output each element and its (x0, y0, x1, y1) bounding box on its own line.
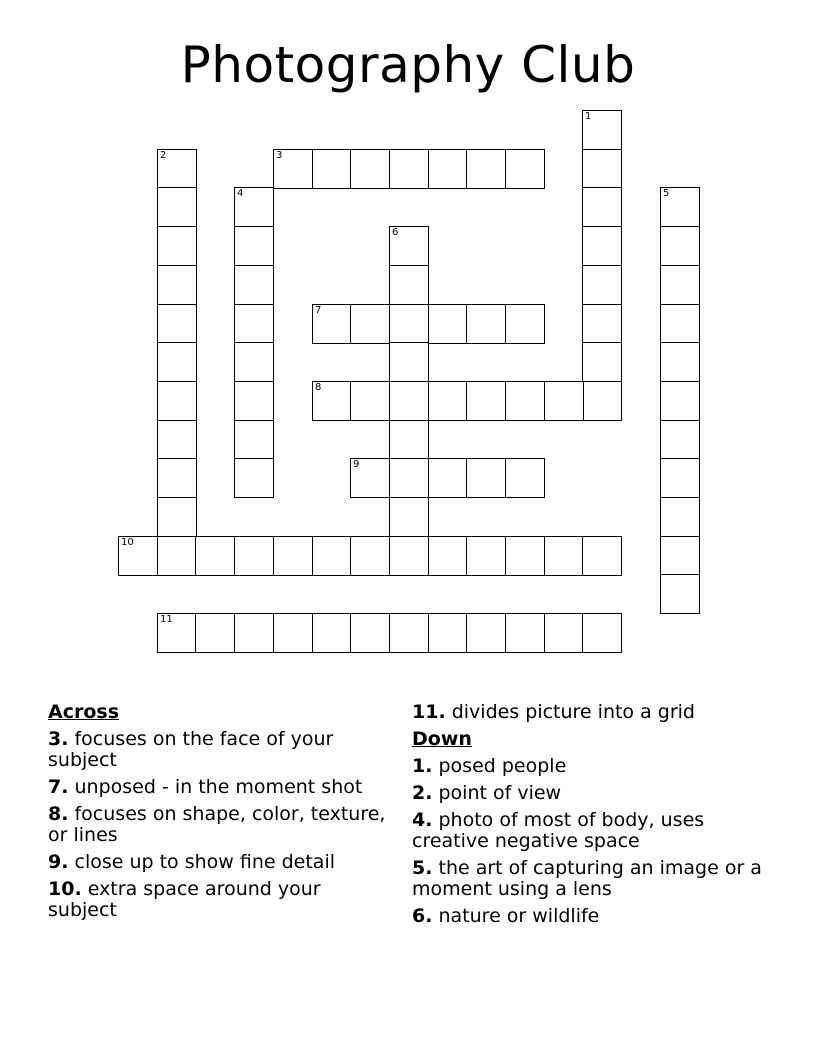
down-clue-list (412, 756, 772, 927)
grid-cell[interactable] (389, 458, 429, 498)
clue-item (48, 852, 393, 873)
grid-cell[interactable] (428, 381, 468, 421)
clue-item (412, 858, 772, 900)
grid-cell[interactable] (466, 536, 506, 576)
cell-number: 6 (392, 227, 399, 238)
grid-cell[interactable] (505, 536, 545, 576)
grid-cell[interactable] (660, 420, 700, 460)
grid-cell[interactable] (389, 149, 429, 189)
grid-cell[interactable] (157, 613, 197, 653)
clue-text: focuses on the face of your subject (48, 728, 334, 771)
grid-cell[interactable] (466, 458, 506, 498)
grid-cell[interactable] (312, 536, 352, 576)
grid-cell[interactable] (544, 381, 584, 421)
grid-cell[interactable] (157, 497, 197, 537)
clue-text: photo of most of body, uses creative negative space (412, 809, 705, 852)
clue-item (48, 804, 393, 846)
grid-cell[interactable] (505, 458, 545, 498)
clue-text: extra space around your subject (48, 878, 321, 921)
grid-cell[interactable] (234, 187, 274, 227)
across-clue-list-continued (412, 702, 772, 723)
clue-number: 3. (48, 728, 69, 750)
clue-text: unposed - in the moment shot (68, 776, 363, 798)
grid-cell[interactable] (505, 381, 545, 421)
clue-item (412, 906, 772, 927)
clue-number: 2. (412, 782, 433, 804)
grid-cell[interactable] (234, 458, 274, 498)
cell-number: 10 (121, 537, 134, 548)
grid-cell[interactable] (466, 381, 506, 421)
grid-cell[interactable] (505, 149, 545, 189)
grid-cell[interactable] (582, 149, 622, 189)
cell-number: 5 (663, 188, 670, 199)
grid-cell[interactable] (195, 536, 235, 576)
clue-text: the art of capturing an image or a moment using a lens (412, 857, 762, 900)
grid-cell[interactable] (157, 304, 197, 344)
grid-cell[interactable] (389, 420, 429, 460)
grid-cell[interactable] (157, 149, 197, 189)
clues-left-column (48, 702, 393, 927)
grid-cell[interactable] (157, 381, 197, 421)
grid-cell[interactable] (582, 304, 622, 344)
grid-cell[interactable] (389, 497, 429, 537)
grid-cell[interactable] (660, 226, 700, 266)
grid-cell[interactable] (118, 536, 158, 576)
grid-cell[interactable] (428, 304, 468, 344)
across-clue-list (48, 729, 393, 921)
grid-cell[interactable] (350, 381, 390, 421)
grid-cell[interactable] (582, 265, 622, 305)
grid-cell[interactable] (157, 536, 197, 576)
grid-cell[interactable] (466, 149, 506, 189)
grid-cell[interactable] (582, 187, 622, 227)
grid-cell[interactable] (157, 458, 197, 498)
clue-text: point of view (432, 782, 562, 804)
grid-cell[interactable] (389, 613, 429, 653)
grid-cell[interactable] (660, 497, 700, 537)
grid-cell[interactable] (660, 574, 700, 614)
clue-item (412, 702, 772, 723)
grid-cell[interactable] (660, 342, 700, 382)
grid-cell[interactable] (234, 420, 274, 460)
clue-item (48, 777, 393, 798)
grid-cell[interactable] (389, 304, 429, 344)
cell-number: 11 (160, 614, 173, 625)
grid-cell[interactable] (505, 304, 545, 344)
grid-cell[interactable] (273, 613, 313, 653)
grid-cell[interactable] (389, 536, 429, 576)
clue-item (48, 729, 393, 771)
clue-item (412, 756, 772, 777)
clue-text: focuses on shape, color, texture, or lines (48, 803, 386, 846)
grid-cell[interactable] (582, 536, 622, 576)
grid-cell[interactable] (350, 536, 390, 576)
grid-cell[interactable] (466, 613, 506, 653)
cell-number: 1 (585, 111, 592, 122)
grid-cell[interactable] (660, 536, 700, 576)
clue-number: 6. (412, 905, 433, 927)
clue-number: 11. (412, 701, 446, 723)
grid-cell[interactable] (428, 458, 468, 498)
grid-cell[interactable] (234, 613, 274, 653)
cell-number: 8 (315, 382, 322, 393)
grid-cell[interactable] (505, 613, 545, 653)
grid-cell[interactable] (660, 458, 700, 498)
clue-number: 1. (412, 755, 433, 777)
grid-cell[interactable] (234, 536, 274, 576)
grid-cell[interactable] (660, 381, 700, 421)
clue-text: posed people (432, 755, 567, 777)
grid-cell[interactable] (195, 613, 235, 653)
grid-cell[interactable] (660, 265, 700, 305)
cell-number: 7 (315, 305, 322, 316)
grid-cell[interactable] (273, 149, 313, 189)
clues-right-column (412, 702, 772, 933)
clue-item (412, 810, 772, 852)
grid-cell[interactable] (582, 342, 622, 382)
grid-cell[interactable] (389, 381, 429, 421)
grid-cell[interactable] (312, 381, 352, 421)
down-heading: Down (412, 728, 472, 750)
grid-cell[interactable] (544, 536, 584, 576)
grid-cell[interactable] (350, 613, 390, 653)
clue-number: 9. (48, 851, 69, 873)
clue-number: 8. (48, 803, 69, 825)
grid-cell[interactable] (544, 613, 584, 653)
clue-item (412, 783, 772, 804)
cell-number: 4 (237, 188, 244, 199)
grid-cell[interactable] (582, 226, 622, 266)
grid-cell[interactable] (582, 110, 622, 150)
grid-cell[interactable] (157, 342, 197, 382)
grid-cell[interactable] (428, 613, 468, 653)
cell-number: 9 (353, 459, 360, 470)
clue-number: 4. (412, 809, 433, 831)
cell-number: 3 (276, 150, 283, 161)
grid-cell[interactable] (350, 304, 390, 344)
grid-cell[interactable] (234, 304, 274, 344)
grid-cell[interactable] (157, 420, 197, 460)
clue-item (48, 879, 393, 921)
clue-text: divides picture into a grid (445, 701, 695, 723)
grid-cell[interactable] (428, 149, 468, 189)
grid-cell[interactable] (312, 613, 352, 653)
grid-cell[interactable] (234, 381, 274, 421)
grid-cell[interactable] (660, 187, 700, 227)
grid-cell[interactable] (157, 187, 197, 227)
grid-cell[interactable] (157, 226, 197, 266)
grid-cell[interactable] (389, 342, 429, 382)
grid-cell[interactable] (234, 342, 274, 382)
across-heading: Across (48, 701, 120, 723)
grid-cell[interactable] (273, 536, 313, 576)
grid-cell[interactable] (660, 304, 700, 344)
puzzle-title: Photography Club (180, 36, 636, 94)
grid-cell[interactable] (312, 304, 352, 344)
grid-cell[interactable] (466, 304, 506, 344)
grid-cell[interactable] (389, 265, 429, 305)
grid-cell[interactable] (389, 226, 429, 266)
grid-cell[interactable] (582, 381, 622, 421)
clue-text: nature or wildlife (432, 905, 600, 927)
clue-text: close up to show fine detail (68, 851, 336, 873)
grid-cell[interactable] (428, 536, 468, 576)
cell-number: 2 (160, 150, 167, 161)
clue-number: 7. (48, 776, 69, 798)
clue-number: 10. (48, 878, 82, 900)
grid-cell[interactable] (234, 265, 274, 305)
grid-cell[interactable] (312, 149, 352, 189)
grid-cell[interactable] (234, 226, 274, 266)
grid-cell[interactable] (350, 458, 390, 498)
grid-cell[interactable] (350, 149, 390, 189)
clue-number: 5. (412, 857, 433, 879)
grid-cell[interactable] (582, 613, 622, 653)
grid-cell[interactable] (157, 265, 197, 305)
